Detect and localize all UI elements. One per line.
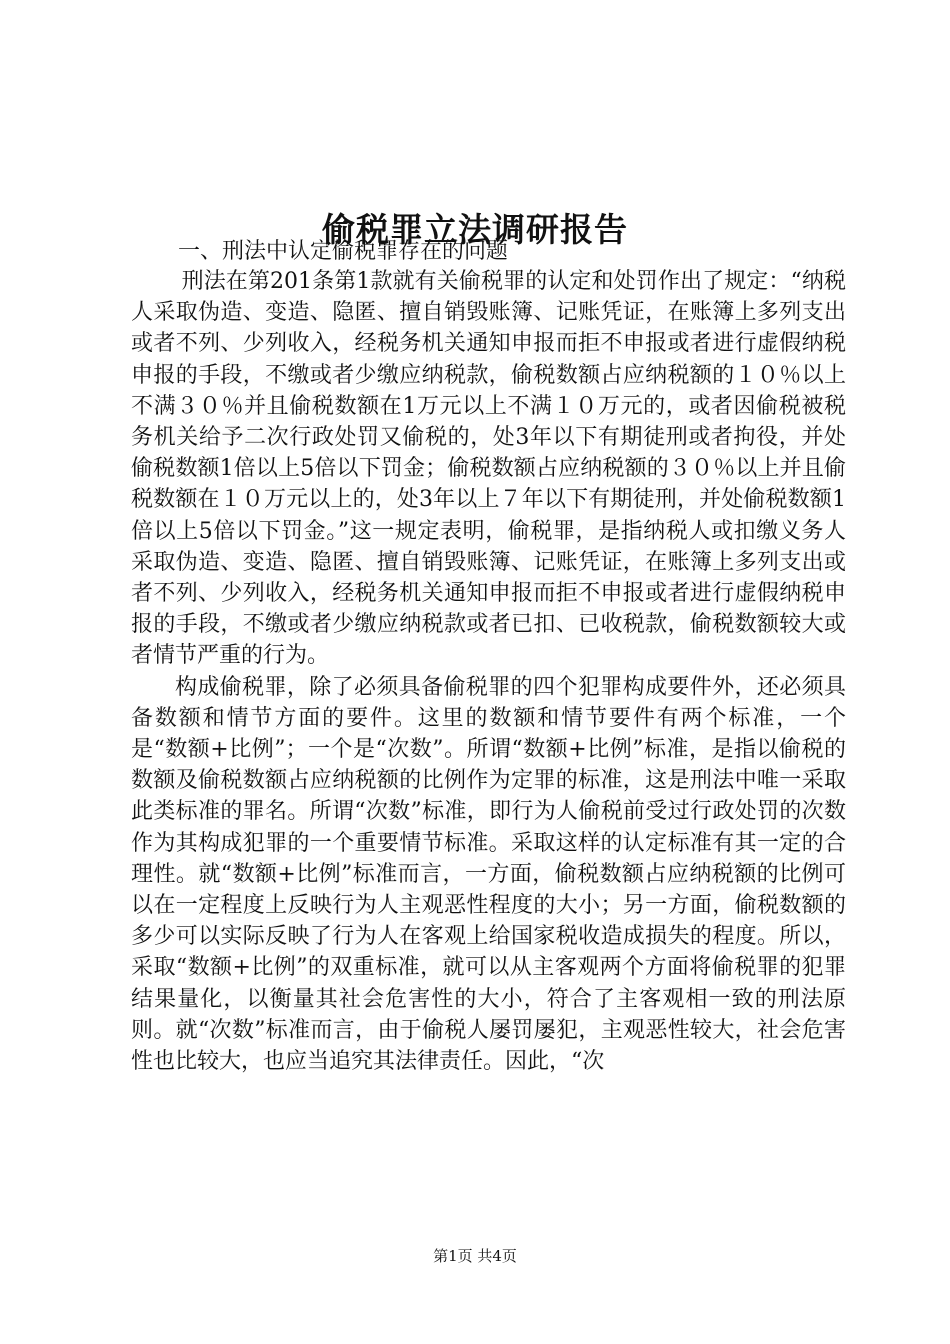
document-body	[131, 266, 846, 1077]
paragraph-1: 刑法在第201条第1款就有关偷税罪的认定和处罚作出了规定：“纳税人采取伪造、变造、隐匿、擅自销毁账簿、记账凭证，在账簿上多列支出或者不列、少列收入，经税务机关通知申报而拒不申报或者进行虚假纳税申报的手段，不缴或者少缴应纳税款，偷税数额占应纳税额的１０％以上不满３０％并且偷税数额在1万元以上不满１０万元的，或者因偷税被税务机关给予二次行政处罚又偷税的，处3年以下有期徒刑或者拘役，并处偷税数额1倍以上5倍以下罚金；偷税数额占应纳税额的３０％以上并且偷税数额在１０万元以上的，处3年以上７年以下有期徒刑，并处偷税数额1倍以上5倍以下罚金。”这一规定表明，偷税罪，是指纳税人或扣缴义务人采取伪造、变造、隐匿、擅自销毁账簿、记账凭证，在账簿上多列支出或者不列、少列收入，经税务机关通知申报而拒不申报或者进行虚假纳税申报的手段，不缴或者少缴应纳税款或者已扣、已收税款，偷税数额较大或者情节严重的行为。	[131, 269, 846, 669]
paragraph-2: 构成偷税罪，除了必须具备偷税罪的四个犯罪构成要件外，还必须具备数额和情节方面的要件。这里的数额和情节要件有两个标准，一个是“数额+比例”；一个是“次数”。所谓“数额+比例”标准，是指以偷税的数额及偷税数额占应纳税额的比例作为定罪的标准，这是刑法中唯一采取此类标准的罪名。所谓“次数”标准，即行为人偷税前受过行政处罚的次数作为其构成犯罪的一个重要情节标准。采取这样的认定标准有其一定的合理性。就“数额+比例”标准而言，一方面，偷税数额占应纳税额的比例可以在一定程度上反映行为人主观恶性程度的大小；另一方面，偷税数额的多少可以实际反映了行为人在客观上给国家税收造成损失的程度。所以，采取“数额+比例”的双重标准，就可以从主客观两个方面将偷税罪的犯罪结果量化，以衡量其社会危害性的大小，符合了主客观相一致的刑法原则。就“次数”标准而言，由于偷税人屡罚屡犯，主观恶性较大，社会危害性也比较大，也应当追究其法律责任。因此，“次	[131, 674, 846, 1075]
document-title: 偷税罪立法调研报告	[322, 210, 628, 250]
section-heading: 一、刑法中认定偷税罪存在的问题	[178, 239, 509, 264]
page-footer: 第1页 共4页	[433, 1247, 517, 1265]
